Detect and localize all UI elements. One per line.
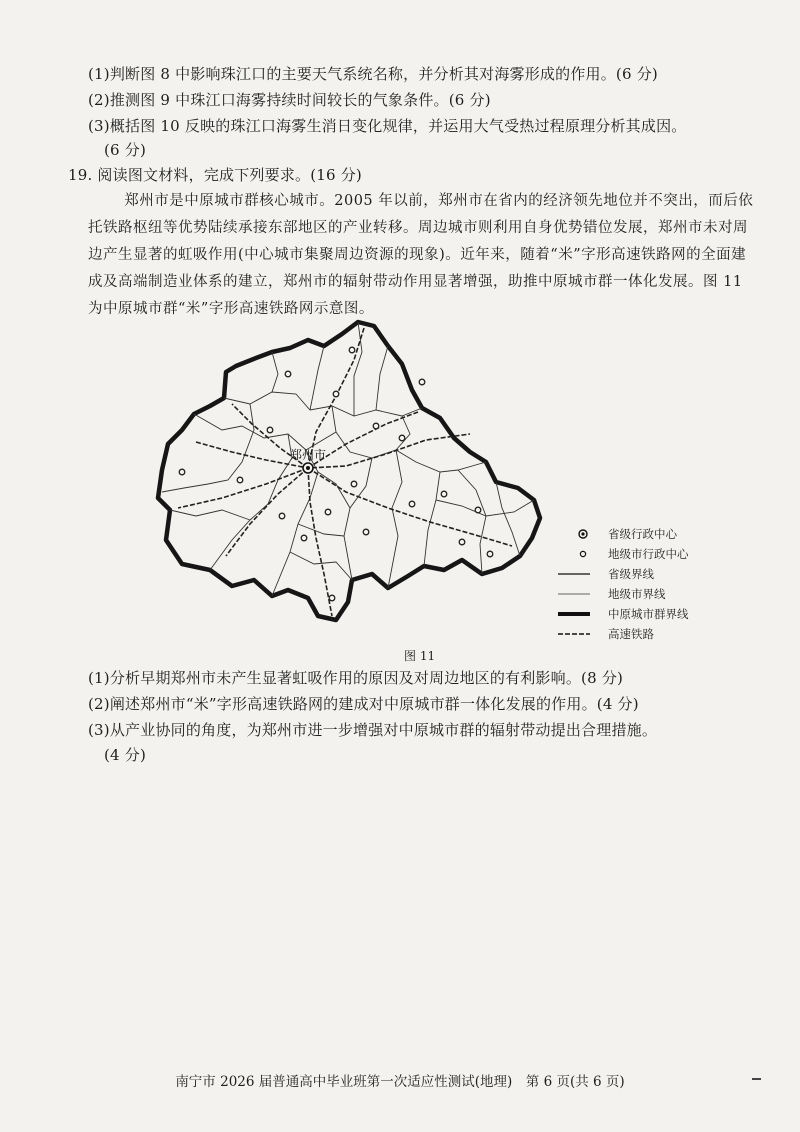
question-2-top: (2)推测图 9 中珠江口海雾持续时间较长的气象条件。(6 分) xyxy=(88,91,491,109)
map-svg xyxy=(140,312,560,644)
urban-agglomeration-boundary xyxy=(158,322,540,620)
q19-question-3: (3)从产业协同的角度，为郑州市进一步增强对中原城市群的辐射带动提出合理措施。 xyxy=(88,721,658,739)
province-boundary-line xyxy=(556,568,592,580)
question-1-top: (1)判断图 8 中影响珠江口的主要天气系统名称，并分析其对海雾形成的作用。(6 分) xyxy=(88,65,658,83)
figure-caption: 图 11 xyxy=(404,649,436,663)
prefecture-city-icon xyxy=(556,548,592,560)
q19-question-1: (1)分析早期郑州市未产生显著虹吸作用的原因及对周边地区的有利影响。(8 分) xyxy=(88,669,624,687)
question-19-heading: 19. 阅读图文材料，完成下列要求。(16 分) xyxy=(68,166,362,184)
zhengzhou-label: 郑州市 xyxy=(290,448,327,462)
exam-page: (1)判断图 8 中影响珠江口的主要天气系统名称，并分析其对海雾形成的作用。(6 分) (2)推测图 9 中珠江口海雾持续时间较长的气象条件。(6 分) (3)概括图 10 反映的珠江口海雾生消日变化规律，并运用大气受热过程原理分析其成因。 (6 分) 19. 阅读图文材料，完成下列要求。(16 分) 郑州市是中原城市群核心城市。2005 年以前，郑州市在省内的经济领先地位并不突出，而后依托铁路枢纽等优势陆续承接东部地区的产业转移。周边城市则利用自身优势错位发展，郑州市未对周边产生显著的虹吸作用(中心城市集聚周边资源的现象)。近年来，随着“米”字形高速铁路网的全面建成及高端制造业体系的建立，郑州市的辐射带动作用显著增强，助推中原城市群一体化发展。图 11 为中原城市群“米”字形高速铁路网示意图。 郑州市 省级行政中心 地级市行政中心 省级界线 地级市界线 中原城市群界线 高速铁路 图 11 (1)分析早期郑州市未产生显著虹吸作用的原因及对周边地区的有利影响。(8 分) (2)阐述郑州市“米”字形高速铁路网的建成对中原城市群一体化发展的作用。(4 分) (3)从产业协同的角度，为郑州市进一步增强对中原城市群的辐射带动提出合理措施。 (4 分) 南宁市 2026 届普通高中毕业班第一次适应性测试(地理) 第 6 页(共 6 页) xyxy=(0,0,800,1132)
corner-mark xyxy=(752,1078,761,1080)
q19-question-2: (2)阐述郑州市“米”字形高速铁路网的建成对中原城市群一体化发展的作用。(4 分) xyxy=(88,695,639,713)
q19-question-3-score: (4 分) xyxy=(104,746,147,764)
figure-11-map xyxy=(140,312,560,644)
urban-agglomeration-boundary-line xyxy=(556,608,592,620)
question-3-score: (6 分) xyxy=(104,141,147,159)
question-3-top: (3)概括图 10 反映的珠江口海雾生消日变化规律，并运用大气受热过程原理分析其成因。 xyxy=(88,117,687,135)
page-footer: 南宁市 2026 届普通高中毕业班第一次适应性测试(地理) 第 6 页(共 6 页) xyxy=(175,1074,625,1090)
high-speed-railway-line xyxy=(556,628,592,640)
question-19-passage: 郑州市是中原城市群核心城市。2005 年以前，郑州市在省内的经济领先地位并不突出，而后依托铁路枢纽等优势陆续承接东部地区的产业转移。周边城市则利用自身优势错位发展，郑州市未对周边产生显著的虹吸作用(中心城市集聚周边资源的现象)。近年来，随着“米”字形高速铁路网的全面建成及高端制造业体系的建立，郑州市的辐射带动作用显著增强，助推中原城市群一体化发展。图 11 为中原城市群“米”字形高速铁路网示意图。 xyxy=(88,193,754,317)
provincial-capital-icon xyxy=(556,528,592,540)
prefecture-boundary-line xyxy=(556,588,592,600)
provincial-capital-marker xyxy=(303,463,313,473)
